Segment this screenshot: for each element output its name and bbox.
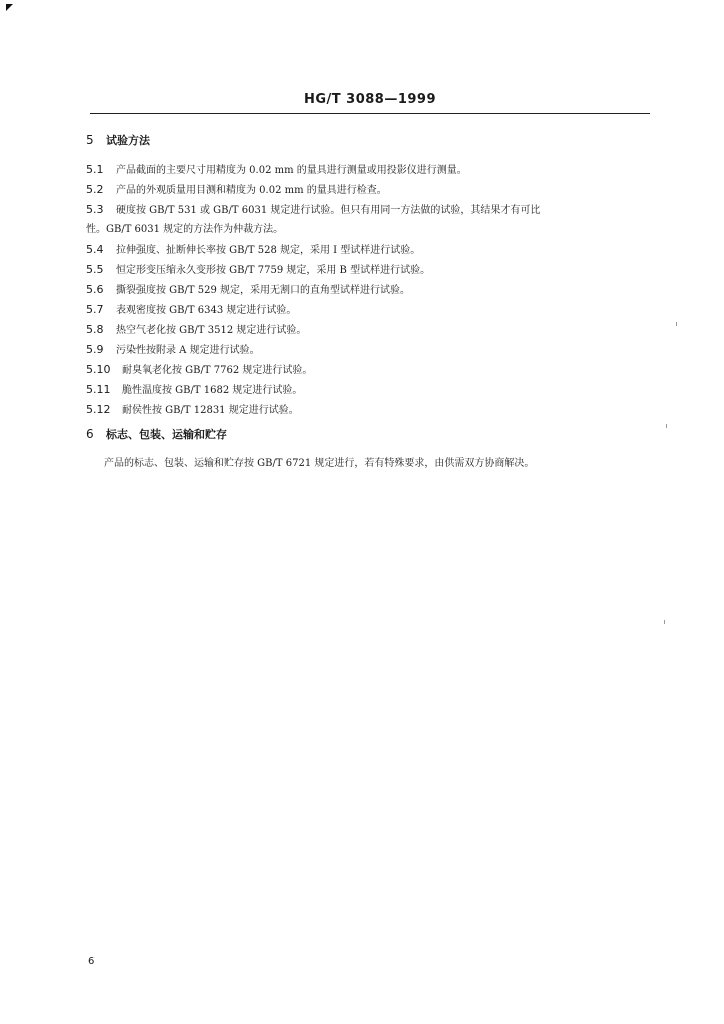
item-text: 恒定形变压缩永久变形按 GB/T 7759 规定，采用 B 型试样进行试验。	[116, 265, 431, 276]
item-text: 耐侯性按 GB/T 12831 规定进行试验。	[122, 405, 299, 416]
item-number: 5.7	[86, 303, 104, 316]
item-number: 5.8	[86, 323, 104, 336]
item-number: 5.6	[86, 283, 104, 296]
list-item	[86, 160, 656, 181]
item-continuation: 性。GB/T 6031 规定的方法作为仲裁方法。	[86, 224, 284, 235]
scan-speck	[666, 424, 667, 428]
item-number: 5.12	[86, 403, 111, 416]
item-number: 5.1	[86, 163, 104, 176]
list-item	[86, 360, 656, 381]
section-5-heading	[86, 132, 150, 148]
item-number: 5.2	[86, 183, 104, 196]
item-text: 拉伸强度、扯断伸长率按 GB/T 528 规定，采用 I 型试样进行试验。	[116, 245, 421, 256]
item-text: 表观密度按 GB/T 6343 规定进行试验。	[116, 305, 297, 316]
item-text: 产品截面的主要尺寸用精度为 0.02 mm 的量具进行测量或用投影仪进行测量。	[116, 165, 467, 176]
item-text: 撕裂强度按 GB/T 529 规定，采用无割口的直角型试样进行试验。	[116, 285, 410, 296]
list-item	[86, 340, 656, 361]
list-item	[86, 380, 656, 401]
page-number: 6	[88, 956, 95, 967]
list-item	[86, 280, 656, 301]
item-text: 产品的外观质量用目测和精度为 0.02 mm 的量具进行检查。	[116, 185, 387, 196]
scan-corner-mark	[6, 4, 13, 11]
section-5-number: 5	[86, 133, 94, 147]
document-header: HG/T 3088—1999	[303, 92, 437, 107]
item-number: 5.10	[86, 363, 111, 376]
list-item	[86, 400, 656, 421]
section-6-title: 标志、包装、运输和贮存	[106, 428, 227, 441]
item-number: 5.3	[86, 203, 104, 216]
list-item	[86, 200, 656, 221]
item-text: 热空气老化按 GB/T 3512 规定进行试验。	[116, 325, 307, 336]
item-number: 5.9	[86, 343, 104, 356]
scan-speck	[676, 322, 677, 326]
list-item	[86, 320, 656, 341]
item-number: 5.5	[86, 263, 104, 276]
item-text: 脆性温度按 GB/T 1682 规定进行试验。	[122, 385, 303, 396]
list-item	[86, 300, 656, 321]
section-6-heading	[86, 426, 227, 442]
item-text: 耐臭氧老化按 GB/T 7762 规定进行试验。	[122, 365, 313, 376]
section-5-title: 试验方法	[106, 134, 150, 147]
item-text: 硬度按 GB/T 531 或 GB/T 6031 规定进行试验。但只有用同一方法做的试验，其结果才有可比	[116, 205, 541, 216]
list-item	[86, 180, 656, 201]
item-number: 5.11	[86, 383, 111, 396]
header-divider	[90, 113, 650, 114]
item-text: 污染性按附录 A 规定进行试验。	[116, 345, 260, 356]
scan-speck	[664, 620, 665, 624]
list-item	[86, 260, 656, 281]
item-number: 5.4	[86, 243, 104, 256]
section-6-number: 6	[86, 427, 94, 441]
section-6-paragraph: 产品的标志、包装、运输和贮存按 GB/T 6721 规定进行，若有特殊要求，由供需双方协商解决。	[104, 458, 535, 469]
list-item	[86, 240, 656, 261]
